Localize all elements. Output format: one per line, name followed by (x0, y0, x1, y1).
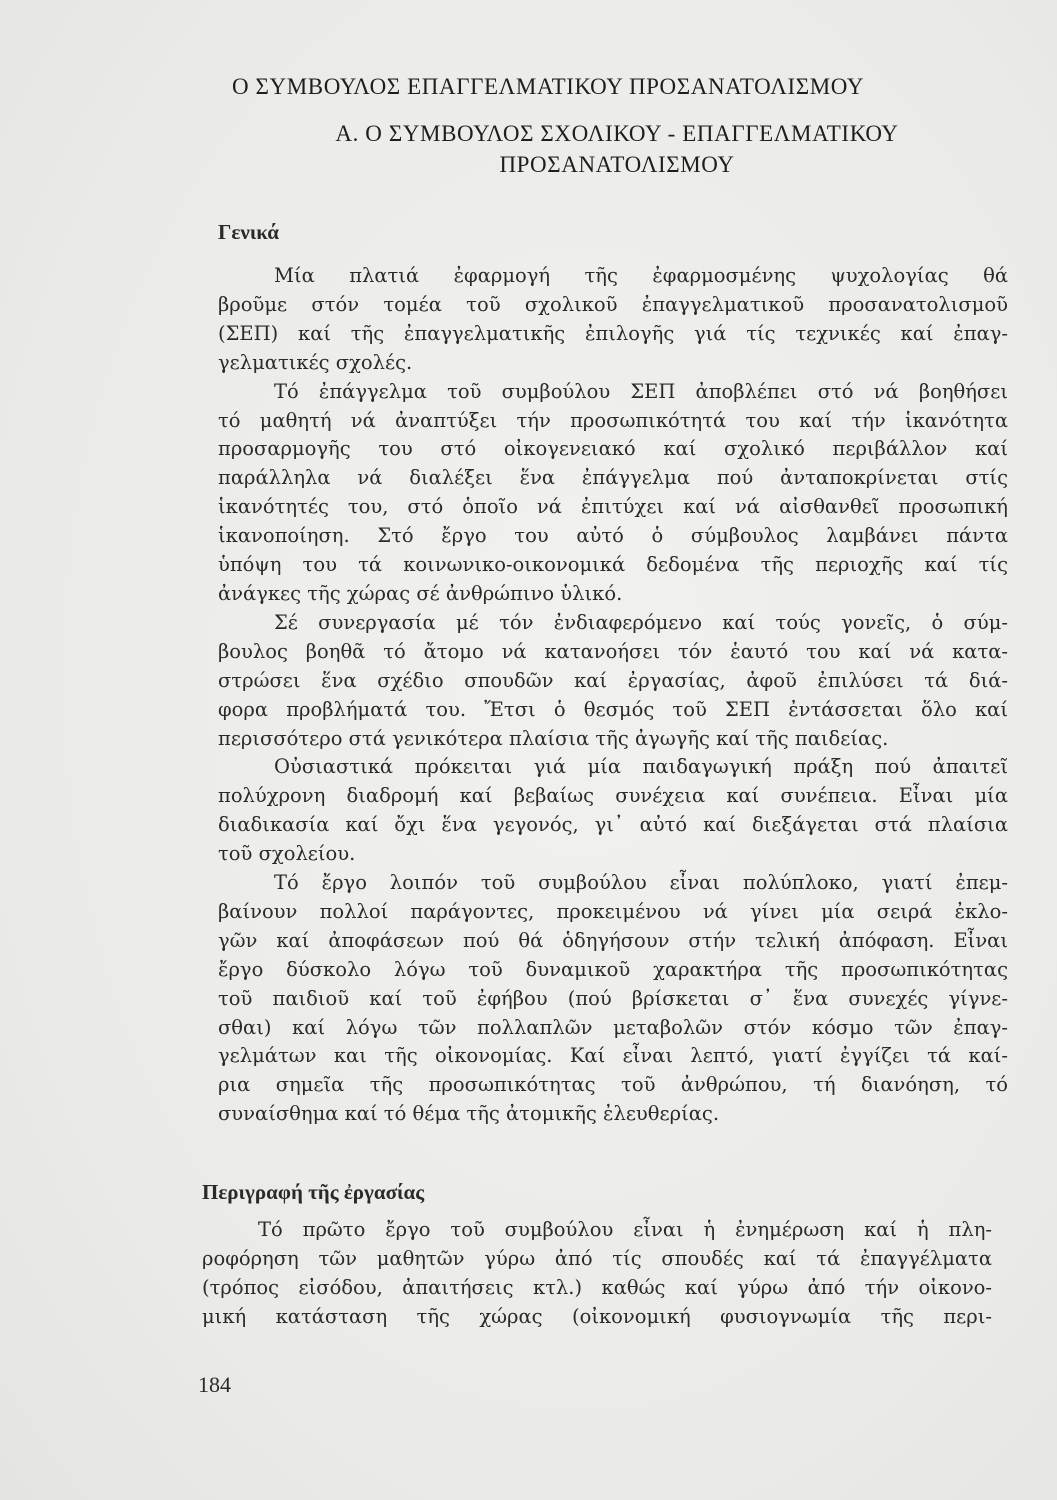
text-line: Οὐσιαστικά πρόκειται γιά μία παιδαγωγική πράξη πού ἀπαιτεῖ (274, 755, 1008, 779)
text-line: βουλος βοηθᾶ τό ἄτομο νά κατανοήσει τόν ἑαυτό του καί νά κατα- (218, 639, 1008, 663)
section-title-line: Α. Ο ΣΥΜΒΟΥΛΟΣ ΣΧΟΛΙΚΟΥ - ΕΠΑΓΓΕΛΜΑΤΙΚΟΥ (335, 121, 899, 146)
text-line: βαίνουν πολλοί παράγοντες, προκειμένου νά γίνει μία σειρά ἐκλο- (218, 899, 1008, 923)
text-line: (ΣΕΠ) καί τῆς ἐπαγγελματικῆς ἐπιλογῆς γιά τίς τεχνικές καί ἐπαγ- (218, 321, 1008, 345)
text-line: ἔργο δύσκολο λόγω τοῦ δυναμικοῦ χαρακτήρα τῆς προσωπικότητας (218, 957, 1008, 981)
text-line: τοῦ σχολείου. (218, 842, 356, 866)
text-line: περισσότερο στά γενικότερα πλαίσια τῆς ἀγωγῆς καί τῆς παιδείας. (218, 726, 889, 750)
text-line: τό μαθητή νά ἀναπτύξει τήν προσωπικότητά του καί τήν ἱκανότητα (218, 408, 1008, 432)
text-line: προσαρμογῆς του στό οἰκογενειακό καί σχολικό περιβάλλον καί (218, 437, 1008, 461)
text-line: Τό πρῶτο ἔργο τοῦ συμβούλου εἶναι ἡ ἐνημέρωση καί ἡ πλη- (258, 1218, 992, 1241)
text-line: Τό ἔργο λοιπόν τοῦ συμβούλου εἶναι πολύπλοκο, γιατί ἐπεμ- (274, 871, 1008, 895)
text-line: ὑπόψη του τά κοινωνικο-οικονομικά δεδομένα τῆς περιοχῆς καί τίς (218, 553, 1008, 577)
text-line: γῶν καί ἀποφάσεων πού θά ὁδηγήσουν στήν τελική ἀπόφαση. Εἶναι (218, 928, 1008, 952)
text-line: τοῦ παιδιοῦ καί τοῦ ἐφήβου (πού βρίσκεται σ᾽ ἕνα συνεχές γίγνε- (218, 986, 1008, 1010)
text-line: σθαι) καί λόγω τῶν πολλαπλῶν μεταβολῶν στόν κόσμο τῶν ἐπαγ- (218, 1015, 1008, 1039)
text-line: γελμάτων και τῆς οἰκονομίας. Καί εἶναι λεπτό, γιατί ἐγγίζει τά καί- (218, 1044, 1008, 1068)
text-line: διαδικασία καί ὄχι ἕνα γεγονός, γι᾽ αὐτό καί διεξάγεται στά πλαίσια (218, 813, 1008, 837)
general-body (218, 262, 1008, 1129)
page-number: 184 (198, 1372, 231, 1397)
text-line: Σέ συνεργασία μέ τόν ἐνδιαφερόμενο καί τούς γονεῖς, ὁ σύμ- (274, 610, 1008, 634)
text-line: παράλληλα νά διαλέξει ἕνα ἐπάγγελμα πού ἀνταποκρίνεται στίς (218, 466, 1008, 490)
text-line: (τρόπος εἰσόδου, ἀπαιτήσεις κτλ.) καθώς καί γύρω ἀπό τήν οἰκονο- (202, 1275, 992, 1299)
text-line: στρώσει ἕνα σχέδιο σπουδῶν καί ἐργασίας, ἀφοῦ ἐπιλύσει τά διά- (218, 668, 1008, 692)
text-line: ἱκανοποίηση. Στό ἔργο του αὐτό ὁ σύμβουλος λαμβάνει πάντα (218, 524, 1008, 548)
paragraph (218, 869, 1008, 1129)
text-line: βροῦμε στόν τομέα τοῦ σχολικοῦ ἐπαγγελματικοῦ προσανατολισμοῦ (218, 292, 1008, 316)
text-line: συναίσθημα καί τό θέμα τῆς ἀτομικῆς ἐλευθερίας. (218, 1102, 720, 1126)
text-line: ροφόρηση τῶν μαθητῶν γύρω ἀπό τίς σπουδές καί τά ἐπαγγέλματα (202, 1246, 992, 1270)
section-title-line: ΠΡΟΣΑΝΑΤΟΛΙΣΜΟΥ (499, 152, 735, 177)
text-line: πολύχρονη διαδρομή καί βεβαίως συνέχεια καί συνέπεια. Εἶναι μία (218, 784, 1008, 808)
paragraph (218, 262, 1008, 378)
text-line: Μία πλατιά ἐφαρμογή τῆς ἐφαρμοσμένης ψυχολογίας θά (274, 264, 1008, 287)
subheading-work-description: Περιγραφή τῆς ἐργασίας (202, 1180, 425, 1204)
section-title (262, 118, 972, 180)
text-line: ρια σημεῖα τῆς προσωπικότητας τοῦ ἀνθρώπου, τή διανόηση, τό (218, 1073, 1008, 1097)
text-line: Τό ἐπάγγελμα τοῦ συμβούλου ΣΕΠ ἀποβλέπει στό νά βοηθήσει (274, 379, 1008, 403)
text-line: γελματικές σχολές. (218, 350, 413, 374)
text-line: ἀνάγκες τῆς χώρας σέ ἀνθρώπινο ὑλικό. (218, 581, 623, 605)
paragraph (218, 378, 1008, 609)
chapter-header: Ο ΣΥΜΒΟΥΛΟΣ ΕΠΑΓΓΕΛΜΑΤΙΚΟΥ ΠΡΟΣΑΝΑΤΟΛΙΣΜΟΥ (232, 74, 865, 99)
text-line: ἱκανότητές του, στό ὁποῖο νά ἐπιτύχει καί νά αἰσθανθεῖ προσωπική (218, 495, 1008, 519)
text-line: μική κατάσταση τῆς χώρας (οἰκονομική φυσιογνωμία τῆς περι- (202, 1304, 992, 1328)
subheading-general: Γενικά (218, 220, 280, 244)
text-line: φορα προβλήματά του. Ἔτσι ὁ θεσμός τοῦ ΣΕΠ ἐντάσσεται ὅλο καί (218, 697, 1008, 721)
paragraph (218, 753, 1008, 869)
paragraph (218, 609, 1008, 754)
description-body (202, 1216, 992, 1332)
paragraph (202, 1216, 992, 1332)
